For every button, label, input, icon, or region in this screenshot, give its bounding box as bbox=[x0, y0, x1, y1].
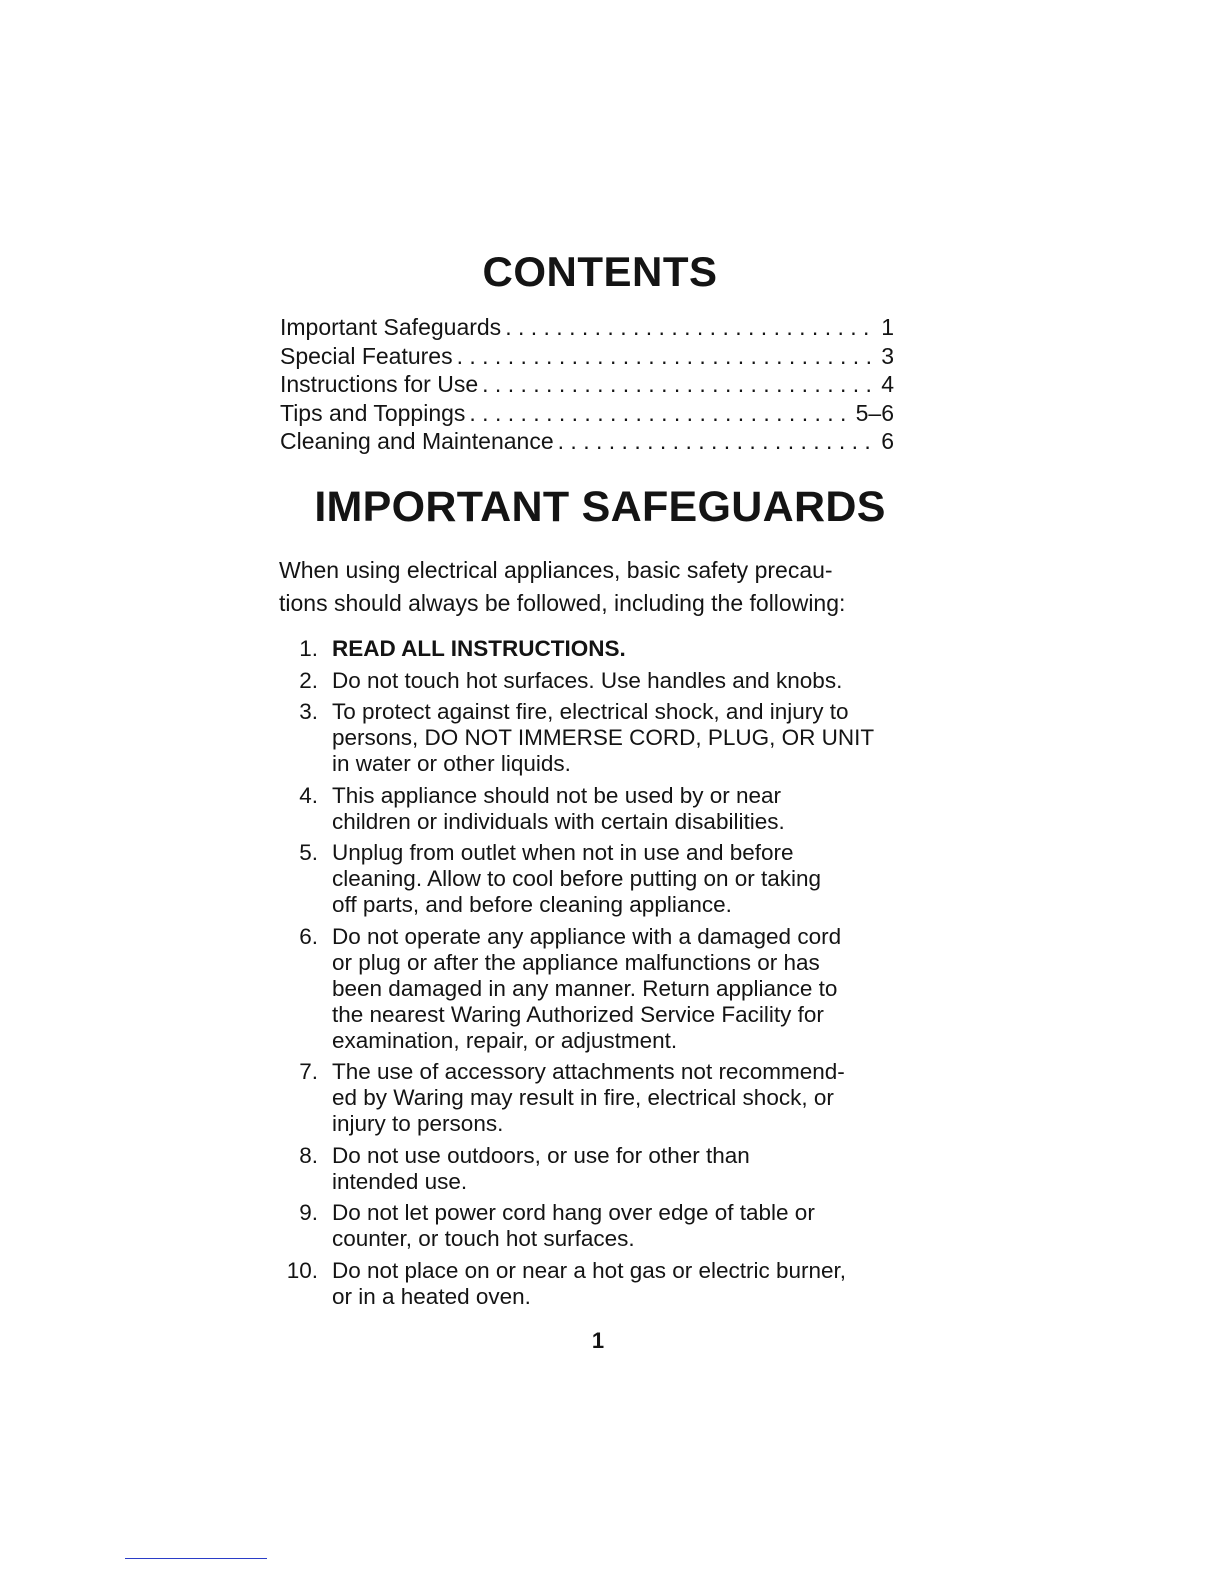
item-line: intended use. bbox=[332, 1168, 468, 1194]
item-number: 10. bbox=[286, 1257, 318, 1283]
toc-entry-page: 3 bbox=[881, 342, 894, 369]
toc-leader-dots bbox=[505, 313, 877, 342]
item-text bbox=[332, 636, 929, 662]
item-line: the nearest Waring Authorized Service Facility for bbox=[332, 1001, 824, 1027]
item-line: been damaged in any manner. Return appliance to bbox=[332, 975, 838, 1001]
toc-leader-dots bbox=[469, 399, 851, 428]
toc-entry-label: Instructions for Use bbox=[280, 371, 479, 397]
contents-heading: CONTENTS bbox=[482, 248, 718, 295]
item-text bbox=[332, 1258, 929, 1310]
safeguard-item bbox=[279, 1200, 929, 1252]
item-line: injury to persons. bbox=[332, 1111, 504, 1136]
table-of-contents bbox=[280, 313, 894, 456]
safeguard-item bbox=[279, 1258, 929, 1310]
toc-entry-page: 4 bbox=[881, 371, 894, 397]
safeguard-item bbox=[279, 783, 929, 835]
item-number: 8. bbox=[299, 1142, 318, 1168]
toc-entry bbox=[280, 313, 894, 342]
item-line: ed by Waring may result in fire, electrical shock, or bbox=[332, 1085, 834, 1110]
intro-line: When using electrical appliances, basic safety precau- bbox=[279, 557, 833, 583]
safeguard-item bbox=[279, 1059, 929, 1137]
item-line: or in a heated oven. bbox=[332, 1283, 531, 1309]
item-line: Do not let power cord hang over edge of table or bbox=[332, 1200, 815, 1225]
item-line: counter, or touch hot surfaces. bbox=[332, 1226, 635, 1251]
item-line: children or individuals with certain disabilities. bbox=[332, 808, 785, 834]
intro-line: tions should always be followed, including the following: bbox=[279, 590, 846, 616]
toc-leader-dots bbox=[457, 342, 878, 371]
safeguard-item bbox=[279, 924, 929, 1054]
item-line: examination, repair, or adjustment. bbox=[332, 1027, 678, 1053]
item-line: or plug or after the appliance malfunctions or has bbox=[332, 949, 820, 975]
item-line: in water or other liquids. bbox=[332, 751, 571, 776]
item-number: 4. bbox=[299, 782, 318, 808]
item-line: off parts, and before cleaning appliance. bbox=[332, 892, 732, 917]
item-number: 6. bbox=[299, 923, 318, 949]
item-number: 3. bbox=[299, 699, 318, 724]
toc-entry bbox=[280, 427, 894, 456]
safeguard-item bbox=[279, 636, 929, 662]
toc-entry-label: Tips and Toppings bbox=[280, 399, 466, 426]
item-number: 2. bbox=[299, 667, 318, 693]
item-line: Do not place on or near a hot gas or electric burner, bbox=[332, 1257, 847, 1283]
footnote-divider bbox=[125, 1558, 267, 1559]
safeguard-item bbox=[279, 840, 929, 918]
item-line: cleaning. Allow to cool before putting on or taking bbox=[332, 866, 822, 891]
item-number: 1. bbox=[299, 636, 318, 661]
item-line: Do not use outdoors, or use for other than bbox=[332, 1142, 750, 1168]
item-line: Do not touch hot surfaces. Use handles and knobs. bbox=[332, 667, 843, 693]
item-text bbox=[332, 1200, 929, 1252]
toc-leader-dots bbox=[558, 427, 878, 456]
toc-entry-label: Special Features bbox=[280, 342, 453, 369]
item-text bbox=[332, 783, 929, 835]
item-line: The use of accessory attachments not recommend- bbox=[332, 1059, 845, 1084]
item-line: READ ALL INSTRUCTIONS. bbox=[332, 636, 626, 661]
item-line: Do not operate any appliance with a damaged cord bbox=[332, 923, 842, 949]
safeguard-item bbox=[279, 699, 929, 777]
safeguards-heading: IMPORTANT SAFEGUARDS bbox=[314, 483, 886, 531]
item-text bbox=[332, 1059, 929, 1137]
toc-entry bbox=[280, 399, 894, 428]
item-number: 7. bbox=[299, 1059, 318, 1084]
toc-entry bbox=[280, 342, 894, 371]
safeguards-list bbox=[279, 636, 929, 1315]
safeguard-item bbox=[279, 668, 929, 694]
item-line: To protect against fire, electrical shock, and injury to bbox=[332, 699, 849, 724]
item-text bbox=[332, 924, 929, 1054]
item-text bbox=[332, 840, 929, 918]
toc-entry-label: Important Safeguards bbox=[280, 314, 502, 340]
item-line: This appliance should not be used by or near bbox=[332, 782, 782, 808]
toc-entry-label: Cleaning and Maintenance bbox=[280, 428, 554, 454]
item-text bbox=[332, 1143, 929, 1195]
toc-entry-page: 6 bbox=[881, 428, 894, 454]
item-number: 5. bbox=[299, 840, 318, 865]
item-text bbox=[332, 699, 929, 777]
safeguards-intro bbox=[279, 554, 919, 620]
item-line: Unplug from outlet when not in use and before bbox=[332, 840, 794, 865]
item-line: persons, DO NOT IMMERSE CORD, PLUG, OR UNIT bbox=[332, 725, 875, 750]
item-number: 9. bbox=[299, 1200, 318, 1225]
toc-entry-page: 1 bbox=[881, 314, 894, 340]
toc-entry bbox=[280, 370, 894, 399]
safeguard-item bbox=[279, 1143, 929, 1195]
toc-entry-page: 5–6 bbox=[855, 399, 894, 426]
page-number: 1 bbox=[591, 1328, 605, 1353]
item-text bbox=[332, 668, 929, 694]
toc-leader-dots bbox=[482, 370, 877, 399]
